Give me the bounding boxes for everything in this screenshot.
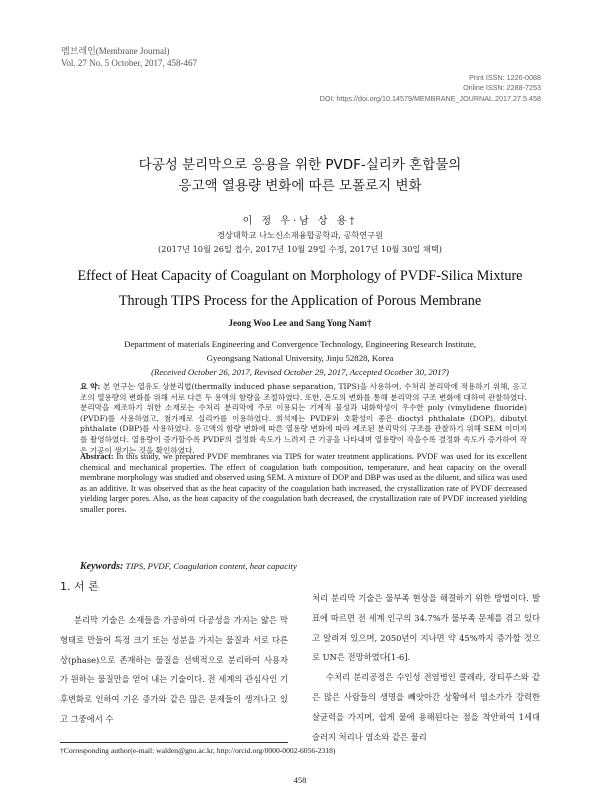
dates-en: (Received October 26, 2017, Revised October 29, 2017, Accepted Ocotber 30, 2017) xyxy=(151,367,449,377)
body-paragraph: 수처리 분리공정은 수인성 전염병인 콜레라, 장티푸스와 같은 많은 사람들의 생명을 빼앗아간 상황에서 염소가가 강력한 살균력을 가지며, 쉽게 물에 용해된다는 점을 착안하여 1세대 슬러지 처리나 염소와 같은 물리 xyxy=(312,672,540,742)
authors-kr: 이 정 우·남 상 용† xyxy=(242,216,358,227)
body-column-right xyxy=(312,589,540,747)
keywords-label: Keywords: xyxy=(80,561,124,572)
section-heading: 1. 서 론 xyxy=(60,580,99,593)
keywords-text: TIPS, PVDF, Coagulation content, heat capacity xyxy=(125,561,297,571)
authors-en: Jeong Woo Lee and Sang Yong Nam† xyxy=(228,318,372,328)
keywords xyxy=(80,561,297,572)
title-en: Effect of Heat Capacity of Coagulant on Morphology of PVDF-Silica Mixture Through TIPS Process for the Application of Porous Membrane xyxy=(77,268,523,309)
volume-info: Vol. 27 No. 5 October, 2017, 458-467 xyxy=(61,58,197,68)
body-column-left xyxy=(60,611,288,730)
footnote-rule xyxy=(60,742,288,743)
abstract-en-text: In this study, we prepared PVDF membranes via TIPS for water treatment applications. PVDF was used for its excellent chemical and mechanical properties. The effect of coagulation bath composition, temperature, and heat capacity on the overall membrane morphology was studied and observed using SEM. A mixture of DOP and DBP was used as the diluent, and silica was used as an additive. It was observed that as the heat capacity of the coagulation bath increased, the crystallization rate of PVDF decreased yielding larger pores. Also, as the heat capacity of the coagulation bath decreased, the crystallization rate of PVDF increased yielding smaller pores. xyxy=(80,452,527,514)
dates-kr: (2017년 10월 26일 접수, 2017년 10월 29일 수정, 2017년 10월 30일 채택) xyxy=(158,244,442,254)
title-kr-line1: 다공성 분리막으로 응용을 위한 PVDF-실리카 혼합물의 xyxy=(138,157,462,173)
affiliation-en-line1: Department of materials Engineering and Convergence Technology, Engineering Research Institute, xyxy=(124,339,476,349)
journal-name: 멤브레인(Membrane Journal) xyxy=(61,46,170,56)
body-paragraph: 처리 분리막 기술은 물부족 현상을 해결하기 위한 방법이다. 발표에 따르면 전 세계 인구의 34.7%가 물부족 문제를 겪고 있다고 알려져 있으며, 2050년이 지나면 약 45%까지 증가할 것으로 UN은 전망하였다[1-6]. xyxy=(312,593,540,663)
page-number: 458 xyxy=(293,775,307,785)
title-kr-line2: 응고액 열용량 변화에 따른 모폴로지 변화 xyxy=(178,178,422,194)
abstract-en xyxy=(80,452,527,516)
body-paragraph: 분리막 기술은 소재들을 가공하여 다공성을 가지는 얇은 막 형태로 만들어 특정 크기 또는 성분을 가지는 물질과 서로 다른 상(phase)으로 존재하는 물질을 선택적으로 분리하여 사용자가 원하는 물질만을 얻어 내는 기술이다. 전 세계의 관심사인 기후변화로 인하여 기온 증가와 같은 많은 문제들이 생겨나고 있고 그중에서 수 xyxy=(60,615,288,724)
abstract-kr xyxy=(80,382,527,456)
doi-link[interactable]: DOI: https://doi.org/10.14579/MEMBRANE_JOURNAL.2017.27.5.458 xyxy=(319,94,541,103)
corresponding-author-footnote: †Corresponding author(e-mail: walden@gnu.ac.kr, http://orcid.org/0000-0002-6056-2318) xyxy=(60,746,336,755)
affiliation-kr: 경상대학교 나노신소재융합공학과, 공학연구원 xyxy=(217,230,383,240)
affiliation-en-line2: Gyeongsang National University, Jinju 52828, Korea xyxy=(206,353,394,363)
online-issn: Online ISSN: 2288-7253 xyxy=(463,83,541,92)
abstract-kr-label: 요 약: xyxy=(80,382,101,391)
abstract-en-label: Abstract: xyxy=(80,452,114,461)
print-issn: Print ISSN: 1226-0088 xyxy=(469,73,541,82)
abstract-kr-text: 본 연구는 열유도 상분리법(thermally induced phase separation, TIPS)을 사용하여, 수처리 분리막에 적용하기 위해, 응고조의 열용량의 변화를 위해 서로 다른 두 용액의 함량을 조절하였다. 또한, 온도의 변화를 통해 분리막의 구조 변화에 대하여 관찰하였다. 분리막을 제조하기 위한 소재로는 수처리 분리막에 주로 이용되는 기계적 물성과 내화학성이 우수한 poly (vinylidene fluoride)(PVDF)를 사용하였고, 첨가제로 실리카를 이용하였다. 희석제는 PVDF와 호환성이 좋은 dioctyl phthalate (DOP), dibutyl phthalate (DBP)를 사용하였다. 응고액의 함량 변화에 따른 열용량 변화에 따라 제조된 분리막의 구조를 관찰하기 위해 SEM 이미지를 촬영하였다. 열용량이 증가할수록 PVDF의 결정화 속도가 느려져 큰 기공을 나타내며 열용량이 작을수록 결정화 속도가 증가하여 작은 기공이 생기는 것을 확인하였다. xyxy=(80,382,528,455)
